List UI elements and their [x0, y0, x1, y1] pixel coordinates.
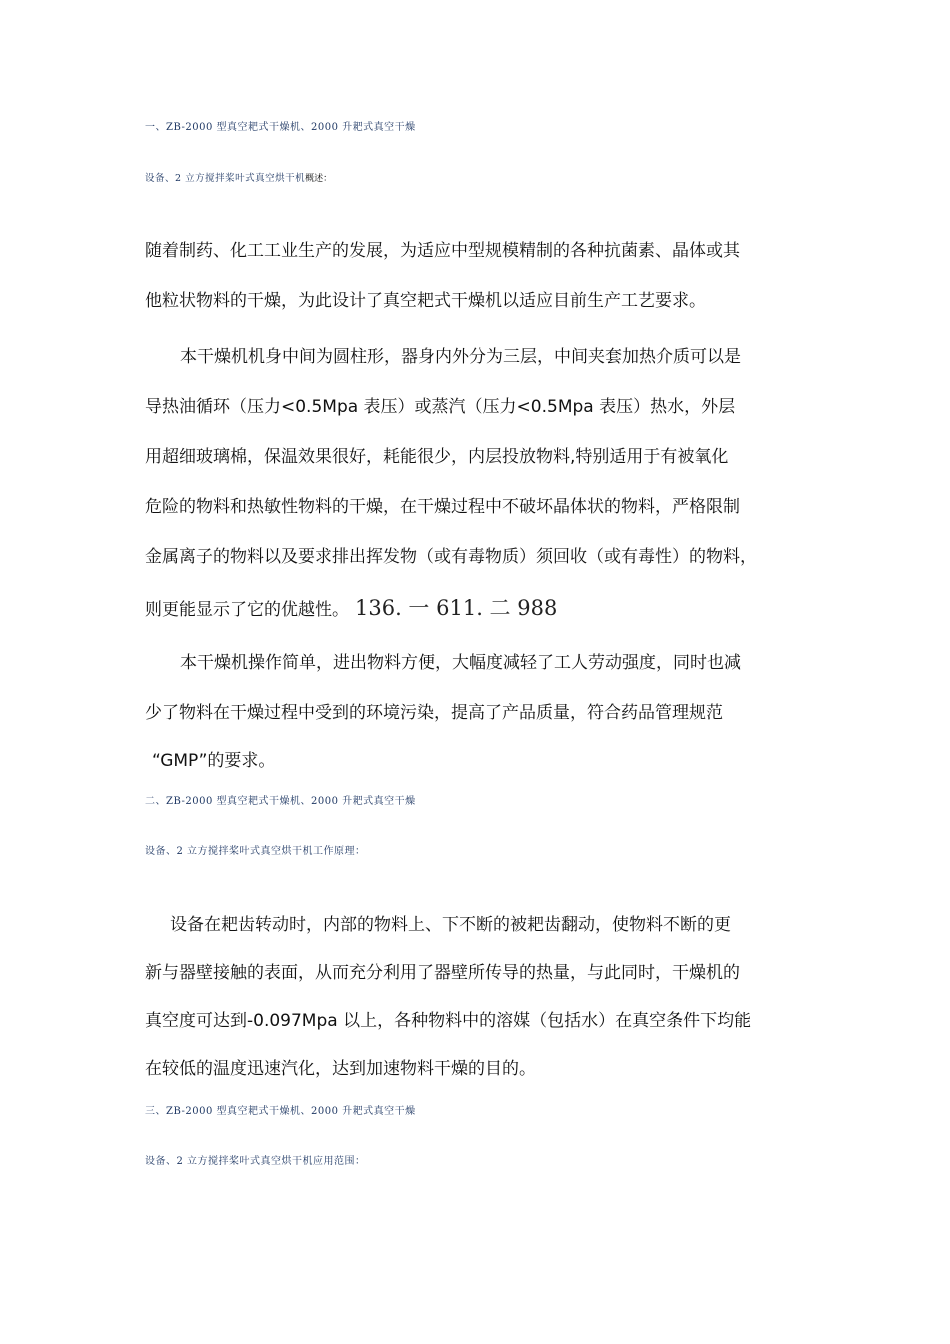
- section1-para1-line2: 他粒状物料的干燥，为此设计了真空耙式干燥机以适应目前生产工艺要求。: [145, 291, 706, 311]
- section1-title-line2: [145, 170, 825, 184]
- section2-title-line1: 二、ZB-2000 型真空耙式干燥机、2000 升耙式真空干燥: [145, 796, 416, 807]
- section3-title-line2: 设备、2 立方搅拌桨叶式真空烘干机应用范围：: [145, 1156, 366, 1167]
- section2-title-line2: 设备、2 立方搅拌桨叶式真空烘干机工作原理：: [145, 846, 366, 857]
- section1-para3-line2: 少了物料在干燥过程中受到的环境污染，提高了产品质量，符合药品管理规范: [145, 703, 723, 723]
- section3-title-line1: 三、ZB-2000 型真空耙式干燥机、2000 升耙式真空干燥: [145, 1106, 416, 1117]
- section1-title-main: 设备、2 立方搅拌桨叶式真空烘干机: [145, 173, 306, 184]
- section1-para2-line5: 金属离子的物料以及要求排出挥发物（或有毒物质）须回收（或有毒性）的物料，: [145, 547, 757, 567]
- section2-para1-line4: 在较低的温度迅速汽化，达到加速物料干燥的目的。: [145, 1059, 536, 1079]
- section1-title-line1: 一、ZB-2000 型真空耙式干燥机、2000 升耙式真空干燥: [145, 122, 416, 133]
- section1-para3-line1: 本干燥机操作简单，进出物料方便，大幅度减轻了工人劳动强度，同时也减: [180, 653, 741, 673]
- section1-para2-line6-text: 则更能显示了它的优越性。: [145, 600, 349, 620]
- section1-title-suffix: 概述：: [305, 174, 333, 184]
- section1-para2-line1: 本干燥机机身中间为圆柱形，器身内外分为三层，中间夹套加热介质可以是: [180, 347, 741, 367]
- section2-para1-line3: 真空度可达到-0.097Mpa 以上，各种物料中的溶媒（包括水）在真空条件下均能: [145, 1011, 752, 1031]
- section1-para2-line3: 用超细玻璃棉，保温效果很好，耗能很少，内层投放物料,特别适用于有被氧化: [145, 447, 729, 467]
- section2-para1-line2: 新与器壁接触的表面，从而充分利用了器壁所传导的热量，与此同时，干燥机的: [145, 963, 740, 983]
- section1-para3-line3: “GMP”的要求。: [152, 751, 276, 771]
- section1-para2-line4: 危险的物料和热敏性物料的干燥，在干燥过程中不破坏晶体状的物料，严格限制: [145, 497, 740, 517]
- section1-para1-line1: 随着制药、化工工业生产的发展，为适应中型规模精制的各种抗菌素、晶体或其: [145, 241, 740, 261]
- phone-number: 136. 一 611. 二 988: [355, 596, 558, 620]
- section1-para2-line2: 导热油循环（压力<0.5Mpa 表压）或蒸汽（压力<0.5Mpa 表压）热水，外层: [145, 397, 736, 417]
- section2-para1-line1: 设备在耙齿转动时，内部的物料上、下不断的被耙齿翻动，使物料不断的更: [170, 915, 731, 935]
- section1-para2-line6: [145, 592, 557, 622]
